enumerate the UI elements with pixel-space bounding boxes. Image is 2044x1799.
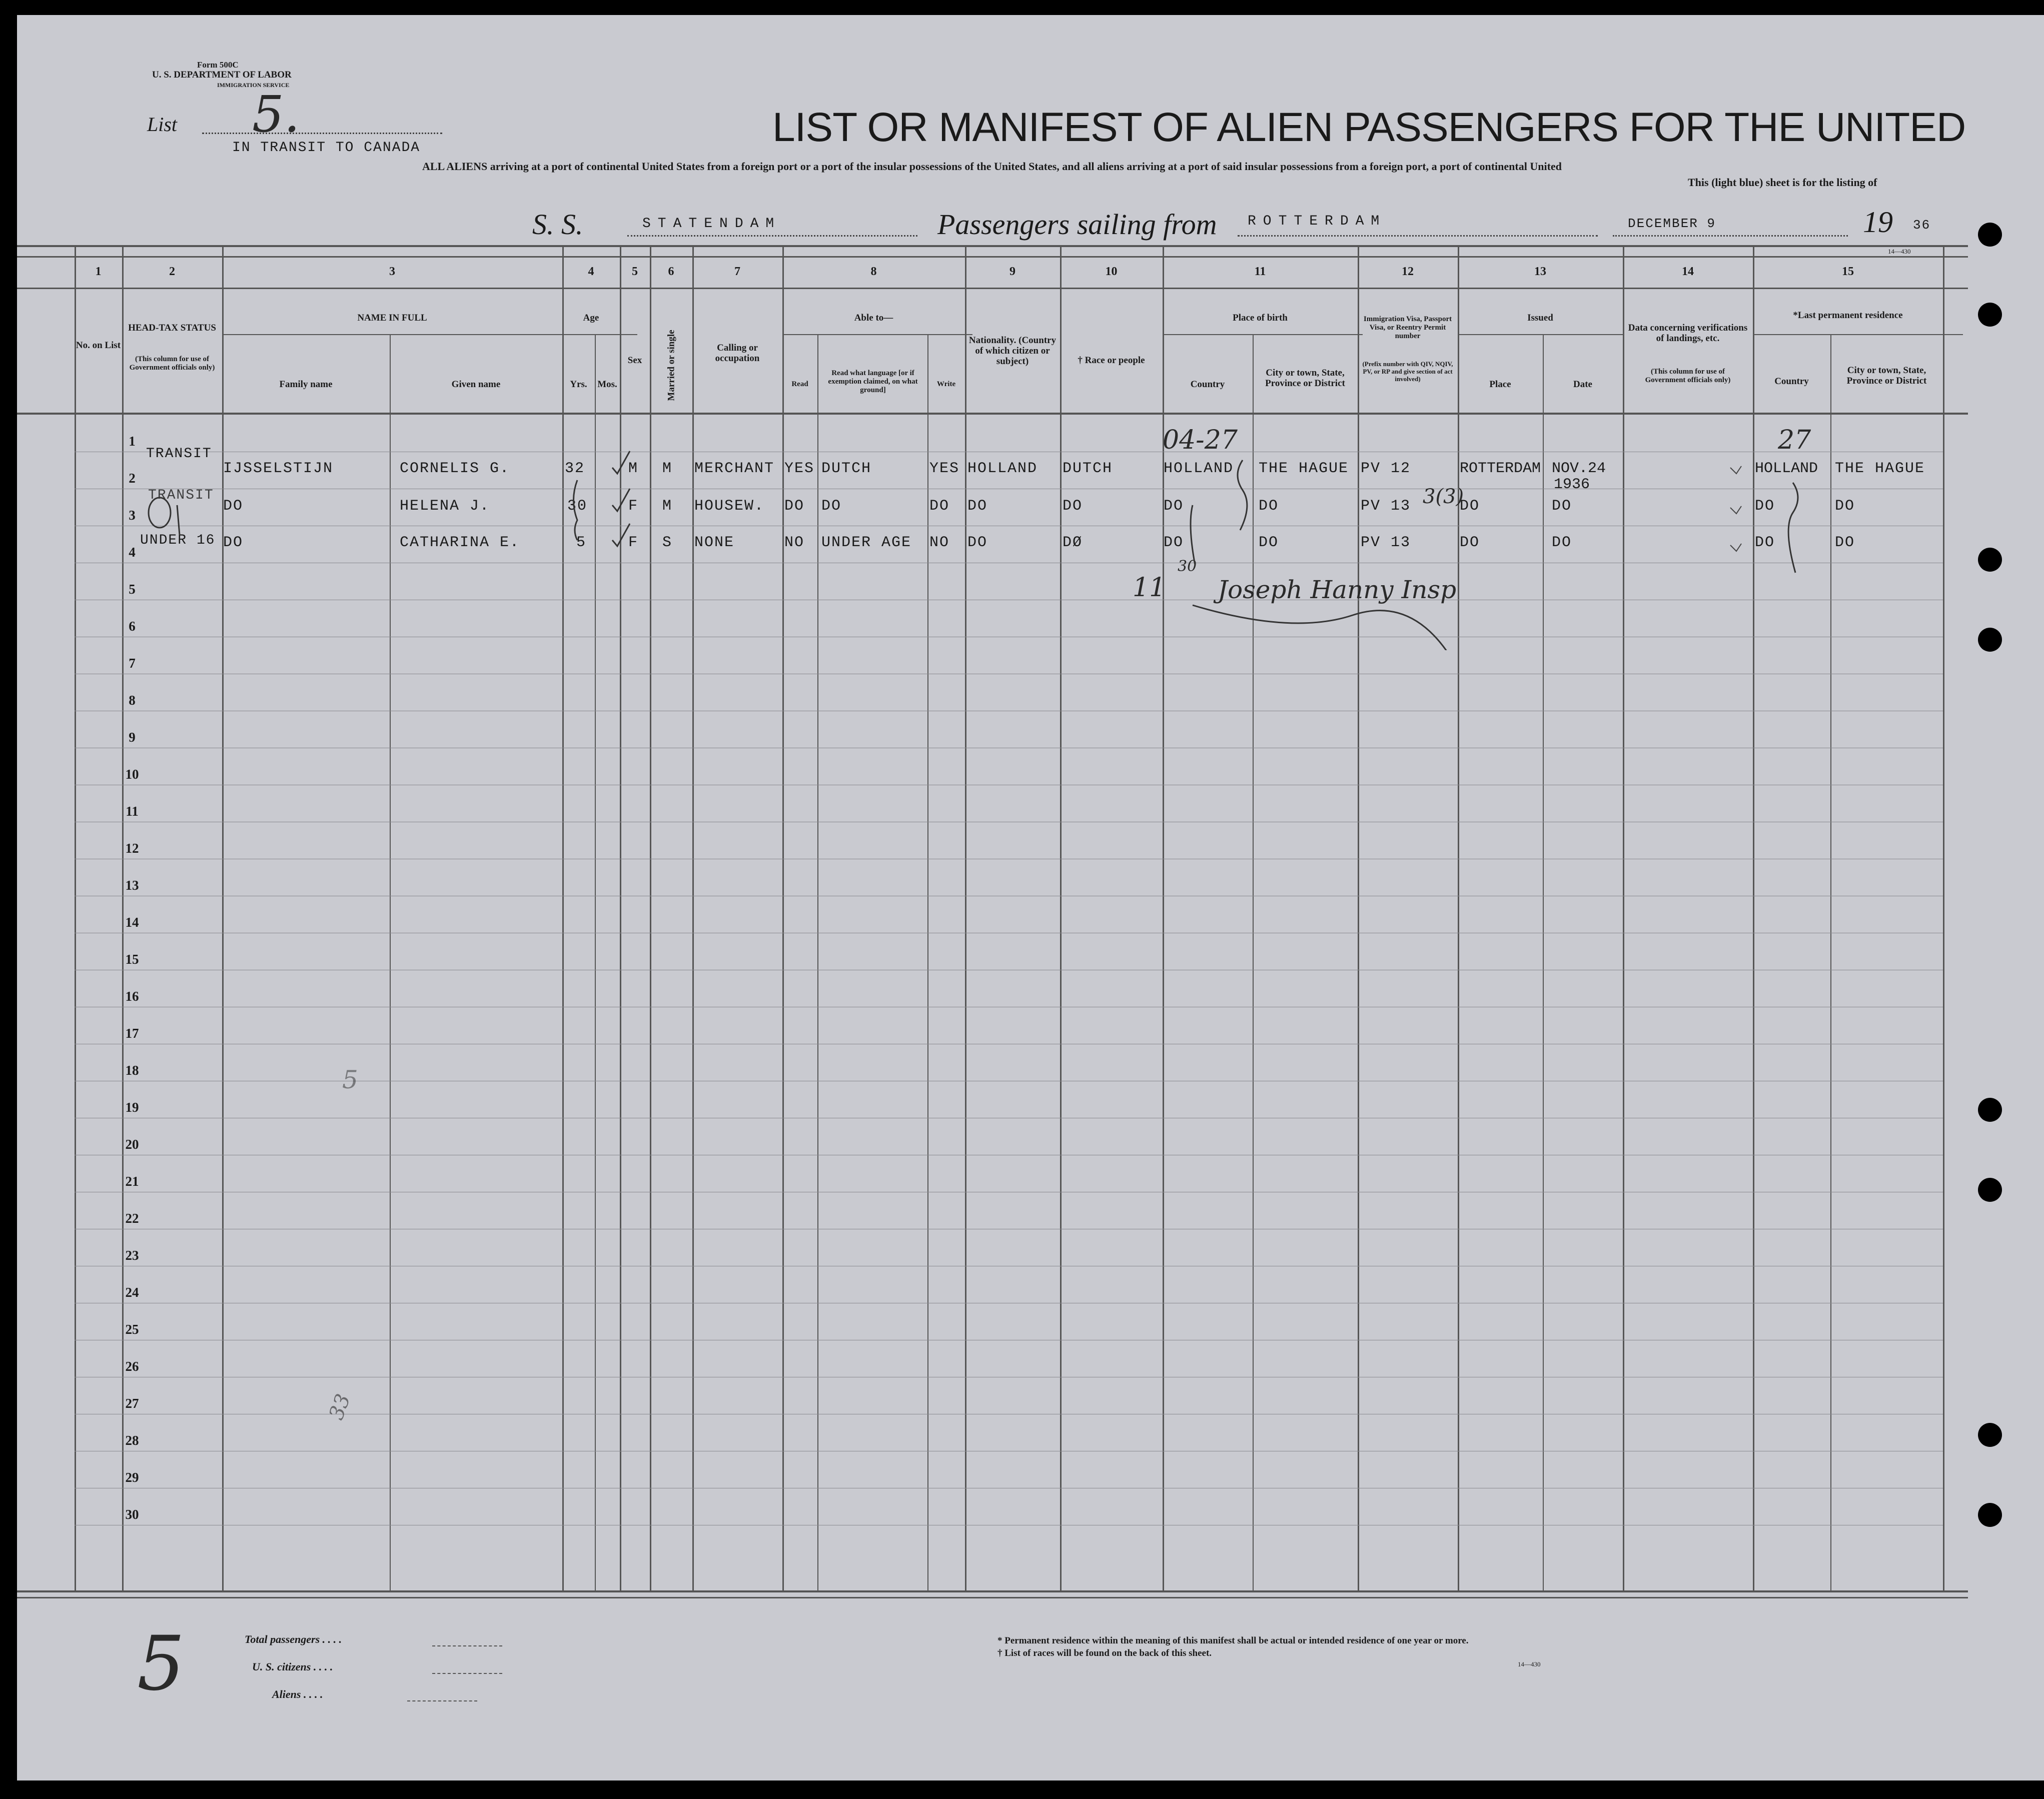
handwritten-birth-code: 04-27	[1163, 425, 1238, 455]
cell-given-name: CATHARINA E.	[400, 534, 520, 551]
column-number: 12	[1402, 265, 1414, 278]
stamp-number: 33	[325, 1391, 355, 1423]
binder-hole	[1978, 548, 2002, 572]
row-number: 27	[125, 1396, 139, 1411]
age-sub-rule	[562, 334, 637, 335]
row-number: 9	[129, 730, 136, 745]
header-verifications: Data concerning verifications of landings, etc.	[1628, 323, 1748, 344]
cell-birth-city: DO	[1259, 498, 1279, 515]
column-number: 11	[1254, 265, 1266, 278]
row-number: 4	[129, 545, 136, 560]
cell-issued-place: ROTTERDAM	[1460, 460, 1541, 477]
column-number: 13	[1534, 265, 1546, 278]
footer-code: 14—430	[1518, 1660, 1541, 1668]
col-line	[1060, 245, 1062, 1590]
handwritten-inspector-code: 11	[1133, 573, 1166, 603]
col-line	[927, 335, 928, 1590]
able-sub-rule	[782, 334, 972, 335]
row-number: 7	[129, 656, 136, 671]
col-line	[692, 245, 694, 1590]
col-line	[390, 335, 391, 1590]
cell-marital: M	[662, 498, 673, 515]
col-line	[75, 245, 76, 1590]
header-given-name: Given name	[451, 379, 501, 390]
header-issued-date: Date	[1573, 379, 1592, 390]
cell-language: UNDER AGE	[821, 534, 912, 551]
sailing-date: DECEMBER 9	[1628, 216, 1716, 231]
cell-res-city: THE HAGUE	[1835, 460, 1925, 477]
col-line	[1458, 245, 1459, 1590]
cell-write: NO	[929, 534, 950, 551]
row-number: 17	[125, 1026, 139, 1041]
residence-sub-rule	[1753, 334, 1963, 335]
col-line	[562, 245, 564, 1590]
header-head-tax-note: (This column for use of Government officials only)	[129, 355, 215, 372]
row-number: 23	[125, 1248, 139, 1263]
cell-res-city: DO	[1835, 498, 1855, 515]
sailing-label: Passengers sailing from	[937, 208, 1217, 241]
column-number: 9	[1009, 265, 1015, 278]
bottom-page-mark: 5	[137, 1620, 185, 1707]
column-number: 10	[1105, 265, 1118, 278]
cell-res-country: DO	[1755, 498, 1775, 515]
row-number: 21	[125, 1174, 139, 1189]
column-number: 14	[1682, 265, 1694, 278]
column-number: 1	[95, 265, 102, 278]
column-number: 7	[734, 265, 740, 278]
subtitle-line1: ALL ALIENS arriving at a port of continental United States from a foreign port or a port of the insular possessions of the United States, and all aliens arriving at a port of said insular possessions from a foreign port, a port of continental United	[422, 160, 1562, 173]
issued-year: 1936	[1554, 476, 1590, 493]
row-number: 22	[125, 1211, 139, 1226]
footer-line	[432, 1673, 502, 1674]
cell-res-country: HOLLAND	[1755, 460, 1818, 477]
cell-age-yrs: 5	[576, 534, 587, 551]
column-number: 3	[389, 265, 395, 278]
cell-nationality: HOLLAND	[967, 460, 1038, 477]
cell-family-name: DO	[223, 498, 244, 515]
cell-birth-city: THE HAGUE	[1259, 460, 1349, 477]
age-check-marks	[567, 445, 647, 565]
binder-hole	[1978, 1503, 2002, 1527]
handwritten-inspector-fraction: 30	[1178, 558, 1197, 575]
port-name: ROTTERDAM	[1248, 214, 1387, 229]
header-yrs: Yrs.	[570, 379, 587, 390]
header-birth-country: Country	[1190, 379, 1225, 390]
header-issued-place: Place	[1489, 379, 1511, 390]
header-read-language: Read what language [or if exemption claimed, on what ground]	[828, 369, 918, 394]
cell-age-yrs: 30	[567, 498, 588, 515]
cell-write: YES	[929, 460, 960, 477]
cell-issued-date: DO	[1552, 498, 1572, 515]
column-number: 15	[1842, 265, 1854, 278]
footer-aliens: Aliens . . . .	[272, 1688, 323, 1700]
row-number: 2	[129, 471, 136, 486]
col-line	[1830, 335, 1831, 1590]
cell-issued-date: DO	[1552, 534, 1572, 551]
cell-read: NO	[784, 534, 805, 551]
col-line	[222, 245, 224, 1590]
header-write: Write	[936, 380, 956, 388]
page-title: LIST OR MANIFEST OF ALIEN PASSENGERS FOR THE UNITED	[772, 105, 1966, 150]
signature-flourish	[1183, 565, 1483, 650]
cell-sex: F	[628, 534, 639, 551]
col-line	[650, 245, 651, 1590]
list-number: 5.	[252, 85, 300, 144]
header-read: Read	[791, 380, 808, 388]
cell-occupation: NONE	[694, 534, 735, 551]
subtitle-line2: This (light blue) sheet is for the listing of	[1688, 176, 1877, 189]
department-label: U. S. DEPARTMENT OF LABOR	[152, 70, 292, 80]
cell-marital: S	[662, 534, 673, 551]
col-line	[1753, 245, 1754, 1590]
header-last-residence: *Last permanent residence	[1793, 310, 1903, 321]
col-line	[1358, 245, 1359, 1590]
cell-occupation: MERCHANT	[694, 460, 775, 477]
row-number: 10	[125, 767, 139, 782]
header-married: Married or single	[666, 330, 677, 401]
footer-line	[432, 1645, 502, 1646]
cell-read: DO	[784, 498, 805, 515]
cell-marital: M	[662, 460, 673, 477]
row-number: 24	[125, 1285, 139, 1300]
row-number: 11	[126, 804, 139, 819]
cell-nationality: DO	[967, 498, 988, 515]
row-number: 14	[125, 915, 139, 930]
row-number: 28	[125, 1433, 139, 1448]
cell-write: DO	[929, 498, 950, 515]
table-top-rule	[17, 245, 1968, 247]
header-age: Age	[583, 313, 599, 323]
row-number: 18	[125, 1063, 139, 1078]
birth-bracket-marks	[1183, 455, 1263, 575]
row-number: 29	[125, 1470, 139, 1485]
birth-sub-rule	[1163, 334, 1363, 335]
column-number: 6	[668, 265, 674, 278]
header-issued: Issued	[1527, 313, 1553, 323]
col-line	[782, 245, 784, 1590]
date-line	[1613, 235, 1848, 237]
binder-hole	[1978, 628, 2002, 652]
footnote-races: † List of races will be found on the back of this sheet.	[997, 1648, 1212, 1658]
cell-given-name: HELENA J.	[400, 498, 490, 515]
header-mos: Mos.	[597, 379, 617, 390]
row-number: 20	[125, 1137, 139, 1152]
cell-family-name: DO	[223, 534, 244, 551]
footer-us-citizens: U. S. citizens . . . .	[252, 1660, 333, 1673]
column-number: 8	[870, 265, 877, 278]
cell-issued-date: NOV.24	[1552, 460, 1606, 477]
cell-family-name: IJSSELSTIJN	[223, 460, 334, 477]
handwritten-residence-code: 27	[1778, 425, 1811, 455]
header-nationality: Nationality. (Country of which citizen or subject)	[968, 335, 1057, 367]
headtax-circle-mark	[142, 495, 202, 555]
name-sub-rule	[222, 334, 617, 335]
col-line	[1543, 335, 1544, 1590]
cell-headtax: UNDER 16	[140, 533, 216, 548]
cell-language: DUTCH	[821, 460, 872, 477]
year-suffix: 36	[1913, 218, 1931, 233]
column-number-top-rule	[17, 256, 1968, 258]
cell-issued-place: DO	[1460, 534, 1480, 551]
col-line	[1623, 245, 1624, 1590]
cell-res-city: DO	[1835, 534, 1855, 551]
col-line	[965, 245, 966, 1590]
row-number: 15	[125, 952, 139, 967]
cell-sex: F	[628, 498, 639, 515]
corner-code: 14—430	[1888, 248, 1911, 255]
cell-race: DØ	[1063, 534, 1083, 551]
row-number: 26	[125, 1359, 139, 1374]
cell-race: DO	[1063, 498, 1083, 515]
cell-birth-city: DO	[1259, 534, 1279, 551]
cell-birth-country: HOLLAND	[1164, 460, 1234, 477]
residence-bracket-mark	[1778, 480, 1818, 580]
col-line	[1943, 245, 1944, 1590]
list-number-line	[202, 133, 442, 134]
ss-label: S. S.	[532, 208, 583, 241]
header-calling: Calling or occupation	[715, 343, 760, 364]
handwritten-visa-bracket: 3(3)	[1423, 485, 1464, 508]
verification-marks	[1723, 460, 1783, 560]
row-number: 19	[125, 1100, 139, 1115]
cell-birth-country: DO	[1164, 498, 1184, 515]
binder-hole	[1978, 1098, 2002, 1122]
header-head-tax: HEAD-TAX STATUS	[128, 323, 216, 333]
cell-language: DO	[821, 498, 842, 515]
footnote-permanent-residence: * Permanent residence within the meaning of this manifest shall be actual or intended residence of one year or more.	[997, 1635, 1469, 1646]
header-visa: Immigration Visa, Passport Visa, or Reentry Permit number	[1363, 315, 1452, 340]
cell-res-country: DO	[1755, 534, 1775, 551]
row-number: 5	[129, 582, 136, 597]
column-number-bottom-rule	[17, 288, 1968, 289]
row-number: 12	[125, 841, 139, 856]
table-bottom-rule2	[17, 1597, 1968, 1598]
ship-line	[627, 235, 917, 237]
manifest-sheet	[17, 15, 2044, 1780]
year-prefix: 19	[1863, 206, 1893, 239]
row-number: 25	[125, 1322, 139, 1337]
cell-sex: M	[628, 460, 639, 477]
binder-hole	[1978, 223, 2002, 247]
header-res-country: Country	[1774, 376, 1809, 387]
column-number: 4	[588, 265, 594, 278]
row-number: 6	[129, 619, 136, 634]
footer-line	[407, 1700, 477, 1701]
cell-race: DUTCH	[1063, 460, 1113, 477]
transit-note: IN TRANSIT TO CANADA	[232, 140, 421, 156]
header-able-to: Able to—	[854, 313, 893, 323]
cell-visa: PV 13	[1361, 498, 1411, 515]
list-label: List	[147, 113, 178, 136]
table-bottom-rule	[17, 1590, 1968, 1592]
row-number: 8	[129, 693, 136, 708]
header-no-on-list: No. on List	[76, 340, 121, 351]
port-line	[1238, 235, 1598, 237]
service-label: IMMIGRATION SERVICE	[217, 82, 290, 89]
header-sex: Sex	[627, 355, 642, 366]
header-res-city: City or town, State, Province or District	[1846, 365, 1927, 386]
binder-hole	[1978, 303, 2002, 327]
header-race: † Race or people	[1078, 355, 1145, 366]
cell-occupation: HOUSEW.	[694, 498, 765, 515]
header-name-in-full: NAME IN FULL	[357, 313, 427, 323]
inspector-signature: Joseph Hanny Insp	[1218, 575, 1457, 604]
row-number: 13	[125, 878, 139, 893]
issued-sub-rule	[1458, 334, 1623, 335]
cell-nationality: DO	[967, 534, 988, 551]
cell-issued-place: DO	[1460, 498, 1480, 515]
header-family-name: Family name	[279, 379, 333, 390]
col-line	[817, 335, 818, 1590]
ship-name: STATENDAM	[642, 216, 781, 232]
cell-headtax: TRANSIT	[146, 446, 212, 462]
row-number: 3	[129, 508, 136, 523]
cell-headtax: TRANSIT	[148, 488, 214, 503]
row18-mark: 5	[342, 1065, 358, 1094]
cell-visa: PV 12	[1361, 460, 1411, 477]
header-visa-note: (Prefix number with QIV, NQIV, PV, or RP and give section of act involved)	[1362, 360, 1453, 383]
cell-age-yrs: 32	[565, 460, 585, 477]
header-place-of-birth: Place of birth	[1233, 313, 1288, 323]
binder-hole	[1978, 1423, 2002, 1447]
footer-total-passengers: Total passengers . . . .	[245, 1633, 342, 1645]
cell-read: YES	[784, 460, 815, 477]
binder-hole	[1978, 1178, 2002, 1202]
cell-given-name: CORNELIS G.	[400, 460, 510, 477]
cell-birth-country: DO	[1164, 534, 1184, 551]
cell-visa: PV 13	[1361, 534, 1411, 551]
row-number: 16	[125, 989, 139, 1004]
row-number: 30	[125, 1507, 139, 1522]
form-number: Form 500C	[197, 60, 239, 70]
header-verifications-note: (This column for use of Government officials only)	[1645, 368, 1731, 384]
column-number: 2	[169, 265, 175, 278]
header-birth-city: City or town, State, Province or District	[1265, 368, 1345, 389]
row-number: 1	[129, 434, 136, 449]
header-bottom-rule	[17, 413, 1968, 415]
column-number: 5	[632, 265, 638, 278]
